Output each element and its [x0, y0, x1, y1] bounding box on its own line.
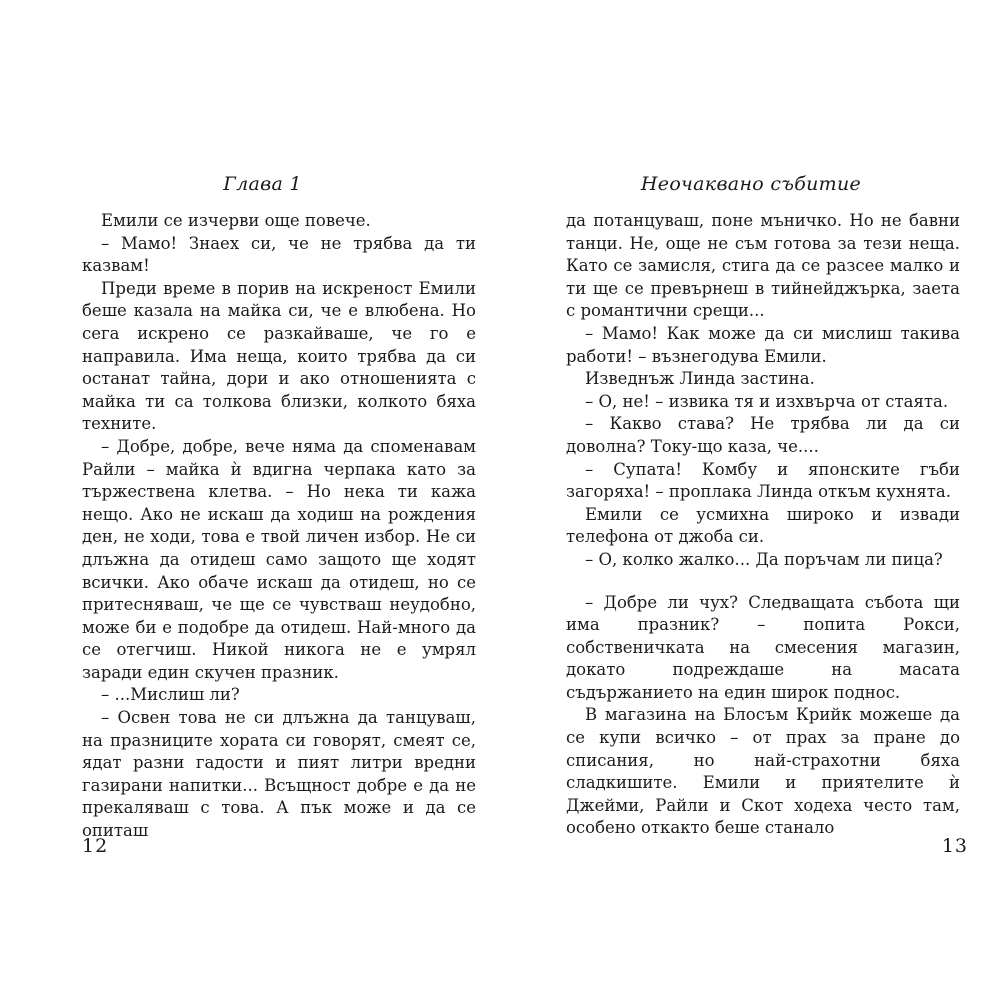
paragraph: – Добре ли чух? Следващата събота щи има празник? – попита Рокси, собственичката на смесения магазин, докато подреждаше на масата съдържанието на един широк поднос.: [566, 592, 960, 702]
right-body-text: [566, 210, 960, 840]
scene-break: [566, 572, 960, 592]
paragraph: – Освен това не си длъжна да танцуваш, на празниците хората си говорят, смеят се, ядат разни гадости и пият литри вредни газирани напитки... Всъщност добре е да не прекаляваш с това. А пък може и да се опиташ: [82, 708, 476, 841]
paragraph: Преди време в порив на искреност Емили беше казала на майка си, че е влюбена. Но сега искрено се разкайваше, че го е направила. Има неща, които трябва да си останат тайна, дори и ако отношенията с майка ти са толкова близки, колкото бяха техните.: [82, 278, 476, 434]
paragraph: – О, не! – извика тя и изхвърча от стаята.: [585, 391, 949, 411]
left-body-text: [82, 210, 476, 843]
left-running-head: Глава 1: [223, 173, 302, 195]
paragraph: – Мамо! Как може да си мислиш такива работи! – възнегодува Емили.: [566, 323, 960, 366]
paragraph: – ...Мислиш ли?: [101, 685, 240, 705]
paragraph: – Мамо! Знаех си, че не трябва да ти казвам!: [82, 233, 476, 276]
paragraph: – Какво става? Не трябва ли да си доволна? Току-що каза, че....: [566, 414, 960, 456]
paragraph: Емили се изчерви още повече.: [101, 211, 371, 230]
paragraph: – Добре, добре, вече няма да споменавам Райли – майка ѝ вдигна черпака като за тържествена клетва. – Но нека ти кажа нещо. Ако не искаш да ходиш на рождения ден, не ходи, това е твой личен избор. Не си длъжна да отидеш само защото ще ходят всички. Ако обаче искаш да отидеш, но се притесняваш, че ще се чувстваш неудобно, може би е подобре да отидеш. Най-много да се отегчиш. Никой никога не е умрял заради един скучен празник.: [82, 436, 476, 682]
left-page-number: 12: [82, 835, 109, 857]
paragraph: да потанцуваш, поне мъничко. Но не бавни танци. Не, още не съм готова за тези неща. Като се замисля, стига да се разсее малко и ти ще се превърнеш в тийнейджърка, заета с романтични срещи...: [566, 211, 960, 321]
paragraph: Емили се усмихна широко и извади телефона от джоба си.: [566, 504, 960, 547]
right-page-number: 13: [941, 835, 968, 857]
paragraph: Изведнъж Линда застина.: [585, 369, 815, 389]
paragraph: В магазина на Блосъм Крийк можеше да се купи всичко – от прах за пране до списания, но най-страхотни бяха сладкишите. Емили и приятелите ѝ Джейми, Райли и Скот ходеха често там, особено откакто беше станало: [566, 705, 960, 838]
right-running-head: Неочаквано събитие: [640, 173, 862, 195]
right-page: [500, 0, 1000, 1000]
paragraph: – О, колко жалко... Да поръчам ли пица?: [585, 549, 943, 569]
paragraph: – Супата! Комбу и японските гъби загоряха! – проплака Линда откъм кухнята.: [566, 459, 960, 502]
